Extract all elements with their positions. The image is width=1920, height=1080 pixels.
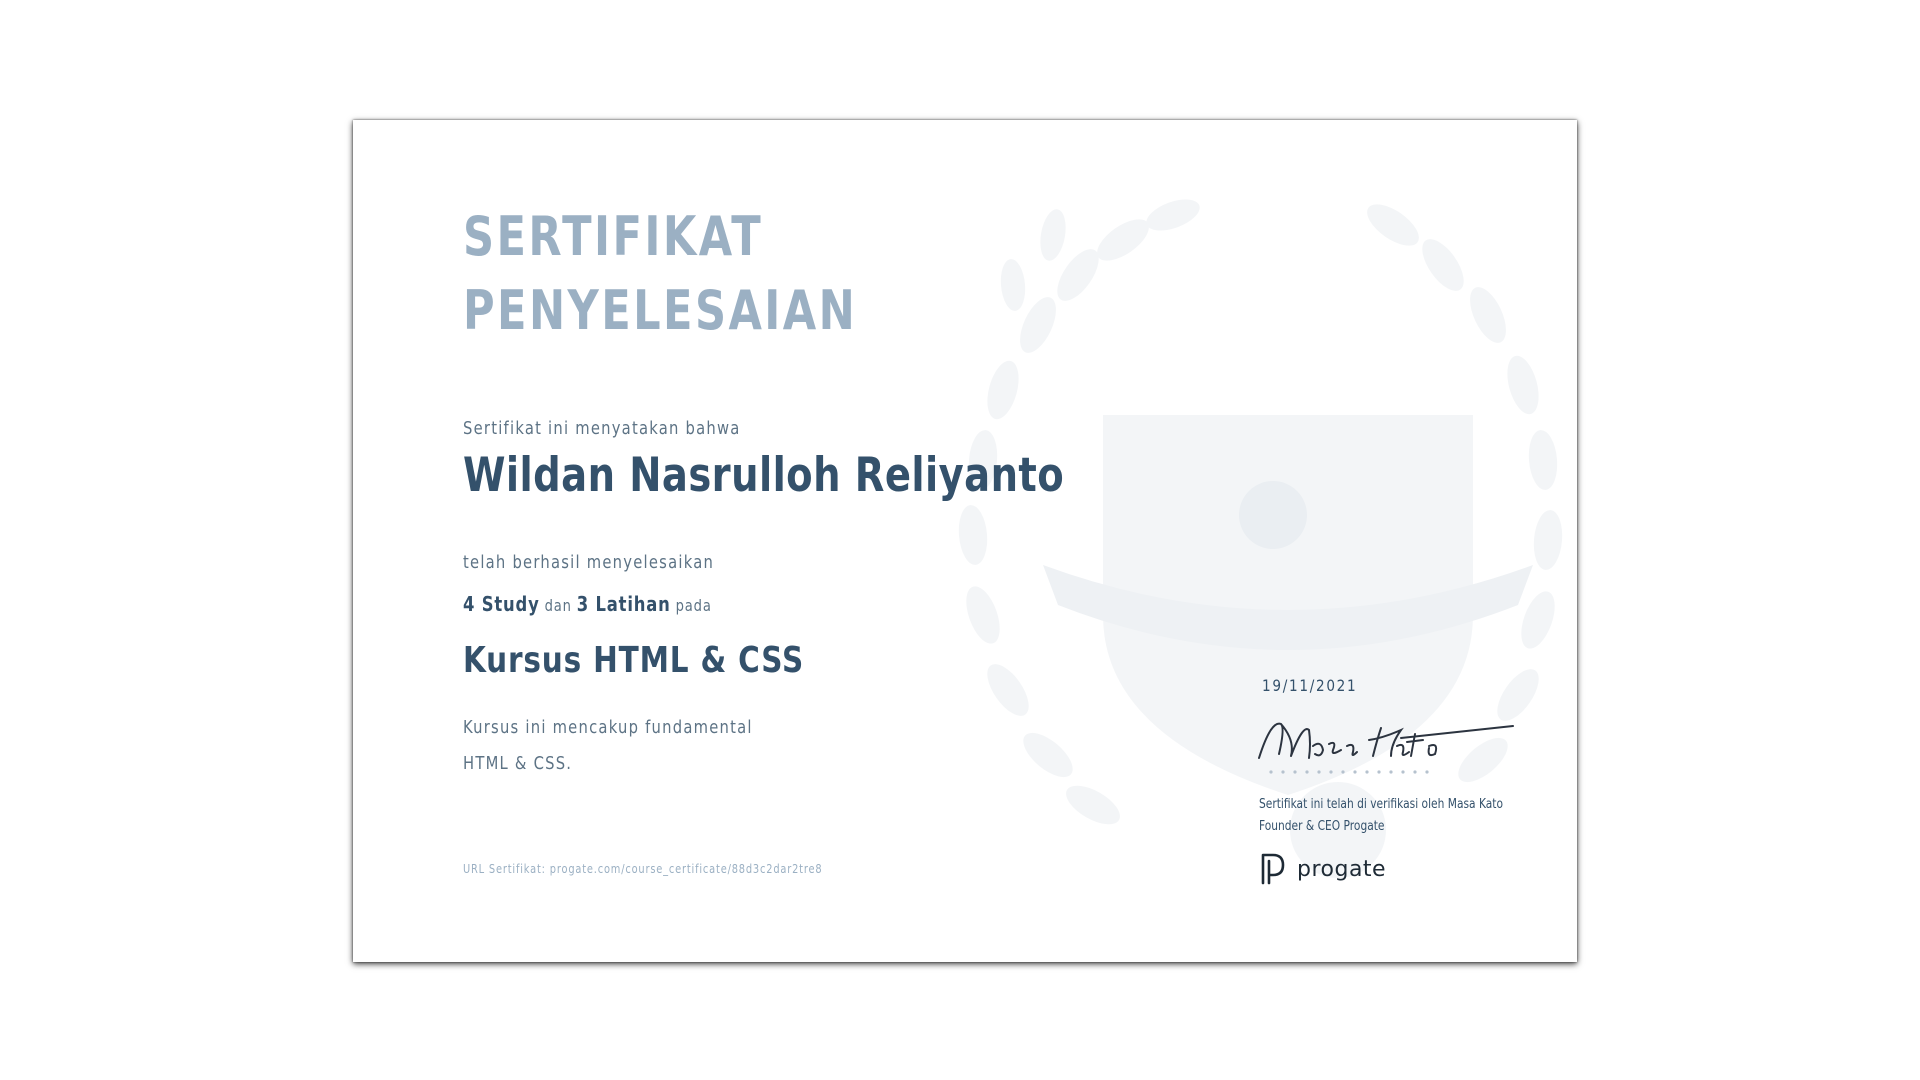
title-line-2: PENYELESAIAN [463,279,858,342]
completed-text: telah berhasil menyelesaikan [463,552,715,573]
signature [1251,710,1521,790]
and-word: dan [544,596,572,615]
issue-date: 19/11/2021 [1262,676,1358,695]
statement-text: Sertifikat ini menyatakan bahwa [463,418,741,439]
verified-line-2: Founder & CEO Progate [1259,819,1385,834]
progate-logo-icon [1259,853,1287,885]
brand-name: progate [1297,856,1387,882]
completion-counts [463,592,712,616]
course-description: Kursus ini mencakup fundamental HTML & CSS. [463,717,753,774]
brand [1259,853,1386,885]
course-name: Kursus HTML & CSS [463,640,805,681]
certificate [353,120,1577,962]
certificate-url: URL Sertifikat: progate.com/course_certificate/88d3c2dar2tre8 [463,862,823,876]
recipient-name: Wildan Nasrulloh Reliyanto [463,448,1065,503]
verified-line-1: Sertifikat ini telah di verifikasi oleh Masa Kato [1259,797,1503,812]
study-count: 4 Study [463,592,540,616]
laurel-crest-watermark-icon [943,175,1577,955]
verification-text [1259,794,1503,838]
exercise-count: 3 Latihan [576,592,671,616]
title-line-1: SERTIFIKAT [463,205,764,268]
certificate-title [463,200,857,348]
at-word: pada [675,596,712,615]
